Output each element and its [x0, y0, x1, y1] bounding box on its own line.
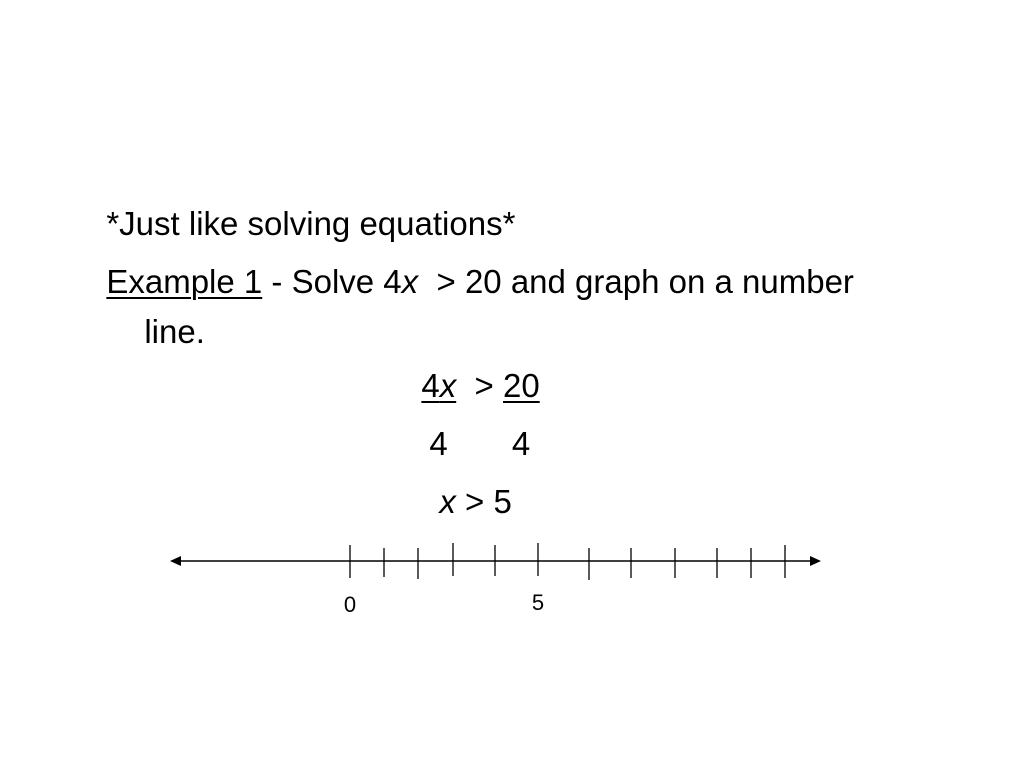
number-line-labels	[344, 590, 544, 617]
example-continuation: line.	[144, 313, 205, 350]
solution-rest: > 5	[455, 483, 512, 520]
left-arrow-icon	[170, 556, 181, 566]
number-line-label: 0	[343, 592, 357, 617]
work-operator: >	[456, 367, 503, 404]
solution-variable: x	[439, 483, 456, 520]
number-line-label: 5	[531, 590, 545, 615]
work-numerator-right: 20	[502, 367, 540, 404]
example-text-b: > 20 and graph on a number	[418, 263, 854, 300]
number-line-ticks	[350, 543, 785, 580]
right-arrow-icon	[810, 556, 821, 566]
example-label: Example 1	[106, 263, 263, 300]
work-line-3	[421, 442, 512, 522]
example-text-a: - Solve 4	[262, 263, 402, 300]
subtitle: *Just like solving equations*	[106, 205, 516, 242]
example-variable: x	[401, 263, 419, 300]
work-numerator-left: 4x	[421, 367, 457, 404]
work-denominator-left: 4	[429, 425, 448, 462]
work-denominator-right: 4	[511, 425, 531, 462]
